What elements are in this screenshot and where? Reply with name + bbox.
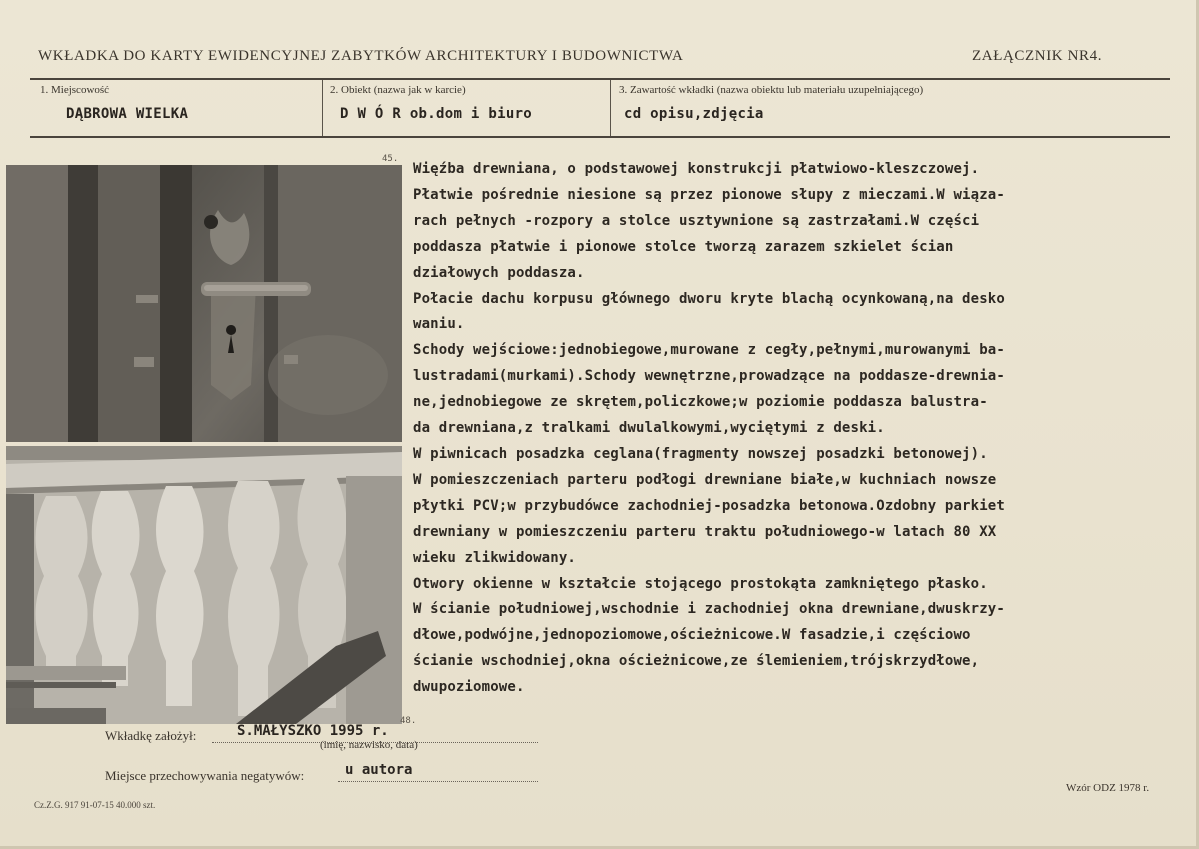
description-line: dwupoziomowe. — [413, 679, 525, 696]
description-line: rach pełnych -rozpory a stolce usztywnione są zastrzałami.W części — [413, 212, 980, 229]
description-line: W piwnicach posadzka ceglana(fragmenty nowszej posadzki betonowej). — [413, 445, 988, 462]
author-hint: (imię, nazwisko, data) — [320, 739, 418, 751]
document-title: WKŁADKA DO KARTY EWIDENCYJNEJ ZABYTKÓW ARCHITEKTURY I BUDOWNICTWA — [38, 48, 684, 64]
description-line: Otwory okienne w kształcie stojącego prostokąta zamkniętego płasko. — [413, 575, 988, 592]
photo-number-bottom: 48. — [400, 716, 417, 726]
description-text — [413, 157, 1153, 701]
photo-number-top: 45. — [382, 154, 399, 164]
description-line: dłowe,podwójne,jednopoziomowe,ościeżnicowe.W fasadzie,i częściowo — [413, 627, 971, 644]
field-value-object: D W Ó R ob.dom i biuro — [340, 106, 533, 122]
author-label: Wkładkę założył: — [105, 728, 197, 743]
negatives-value: u autora — [345, 762, 413, 778]
description-line: W pomieszczeniach parteru podłogi drewniane białe,w kuchniach nowsze — [413, 471, 997, 488]
description-line: ne,jednobiegowe ze skrętem,policzkowe;w poziomie poddasza balustra- — [413, 394, 988, 411]
field-value-contents: cd opisu,zdjęcia — [624, 106, 764, 122]
description-line: Połacie dachu korpusu głównego dworu kryte blachą ocynkowaną,na desko — [413, 290, 1005, 307]
description-line: poddasza płatwie i pionowe stolce tworzą zarazem szkielet ścian — [413, 238, 954, 255]
description-line: wieku zlikwidowany. — [413, 549, 576, 566]
description-line: Schody wejściowe:jednobiegowe,murowane z cegły,pełnymi,murowanymi ba- — [413, 342, 1005, 359]
description-line: Płatwie pośrednie niesione są przez pionowe słupy z mieczami.W wiąza- — [413, 186, 1005, 203]
field-label-contents: 3. Zawartość wkładki (nazwa obiektu lub materiału uzupełniającego) — [619, 84, 924, 96]
author-value: S.MAŁYSZKO 1995 r. — [237, 723, 389, 739]
description-line: W ścianie południowej,wschodnie i zachodniej okna drewniane,dwuskrzy- — [413, 601, 1005, 618]
description-line: da drewniana,z tralkami dwulalkowymi,wyciętymi z deski. — [413, 420, 885, 437]
description-line: ścianie wschodniej,okna ościeżnicowe,ze ślemieniem,trójskrzydłowe, — [413, 653, 980, 670]
field-separator — [610, 80, 611, 136]
description-line: waniu. — [413, 316, 465, 333]
header-rule-top — [30, 78, 1170, 80]
form-code: Wzór ODZ 1978 r. — [1066, 782, 1150, 794]
annex-number: ZAŁĄCZNIK NR4. — [972, 48, 1103, 64]
field-value-location: DĄBROWA WIELKA — [66, 106, 189, 122]
header-rule-bottom — [30, 136, 1170, 138]
negatives-label: Miejsce przechowywania negatywów: — [105, 768, 305, 783]
print-code: Cz.Z.G. 917 91-07-15 40.000 szt. — [34, 800, 156, 810]
description-line: płytki PCV;w przybudówce zachodniej-posadzka betonowa.Ozdobny parkiet — [413, 497, 1005, 514]
field-label-location: 1. Miejscowość — [40, 84, 110, 96]
description-line: działowych poddasza. — [413, 264, 585, 281]
door-handle-photo — [6, 165, 402, 442]
balustrade-photo — [6, 446, 402, 724]
description-line: Więźba drewniana, o podstawowej konstrukcji płatwiowo-kleszczowej. — [413, 161, 980, 177]
description-line: drewniany w pomieszczeniu parteru traktu południowego-w latach 80 XX — [413, 523, 997, 540]
field-separator — [322, 80, 323, 136]
field-label-object: 2. Obiekt (nazwa jak w karcie) — [330, 84, 466, 96]
negatives-dotted-line — [338, 781, 538, 782]
description-line: lustradami(murkami).Schody wewnętrzne,prowadzące na poddasze-drewnia- — [413, 368, 1005, 385]
